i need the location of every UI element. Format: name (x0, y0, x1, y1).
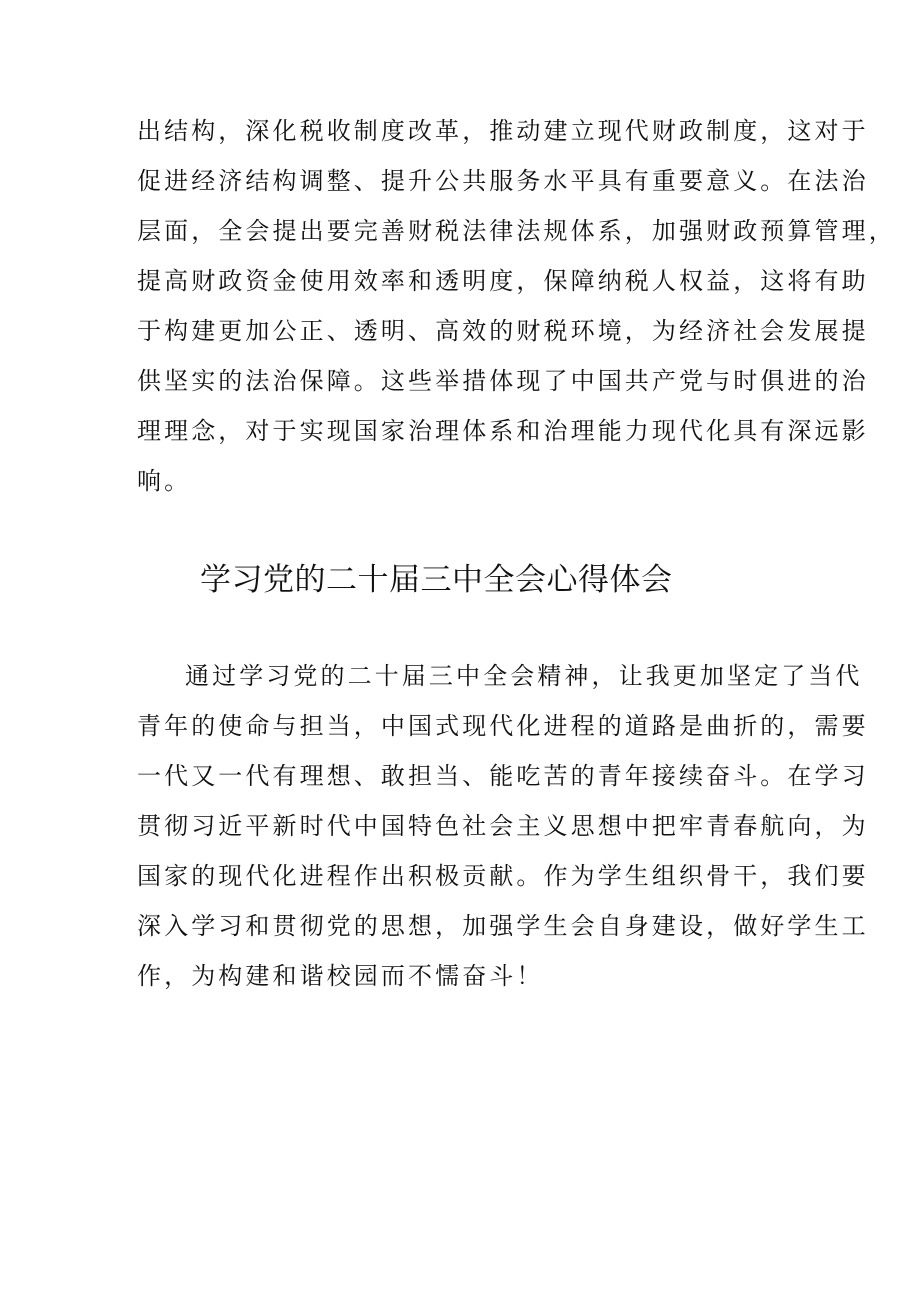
paragraph-line: 贯彻习近平新时代中国特色社会主义思想中把牢青春航向，为 (137, 812, 869, 840)
paragraph-line: 响。 (137, 467, 192, 495)
paragraph-line: 青年的使命与担当，中国式现代化进程的道路是曲折的，需要 (137, 712, 869, 740)
paragraph-line: 促进经济结构调整、提升公共服务水平具有重要意义。在法治 (137, 167, 869, 195)
paragraph-line: 于构建更加公正、透明、高效的财税环境，为经济社会发展提 (137, 317, 869, 345)
section-heading: 学习党的二十届三中全会心得体会 (200, 562, 673, 598)
paragraph-line: 通过学习党的二十届三中全会精神，让我更加坚定了当代 (185, 662, 863, 690)
paragraph-line: 层面，全会提出要完善财税法律法规体系，加强财政预算管理， (137, 217, 896, 245)
paragraph-line: 出结构，深化税收制度改革，推动建立现代财政制度，这对于 (137, 117, 869, 145)
paragraph-line: 一代又一代有理想、敢担当、能吃苦的青年接续奋斗。在学习 (137, 762, 869, 790)
paragraph-line: 作，为构建和谐校园而不懦奋斗！ (137, 962, 544, 990)
paragraph-line: 深入学习和贯彻党的思想，加强学生会自身建设，做好学生工 (137, 912, 869, 940)
paragraph-line: 理理念，对于实现国家治理体系和治理能力现代化具有深远影 (137, 417, 869, 445)
paragraph-line: 供坚实的法治保障。这些举措体现了中国共产党与时俱进的治 (137, 367, 869, 395)
paragraph-line: 国家的现代化进程作出积极贡献。作为学生组织骨干，我们要 (137, 862, 869, 890)
paragraph-line: 提高财政资金使用效率和透明度，保障纳税人权益，这将有助 (137, 267, 869, 295)
